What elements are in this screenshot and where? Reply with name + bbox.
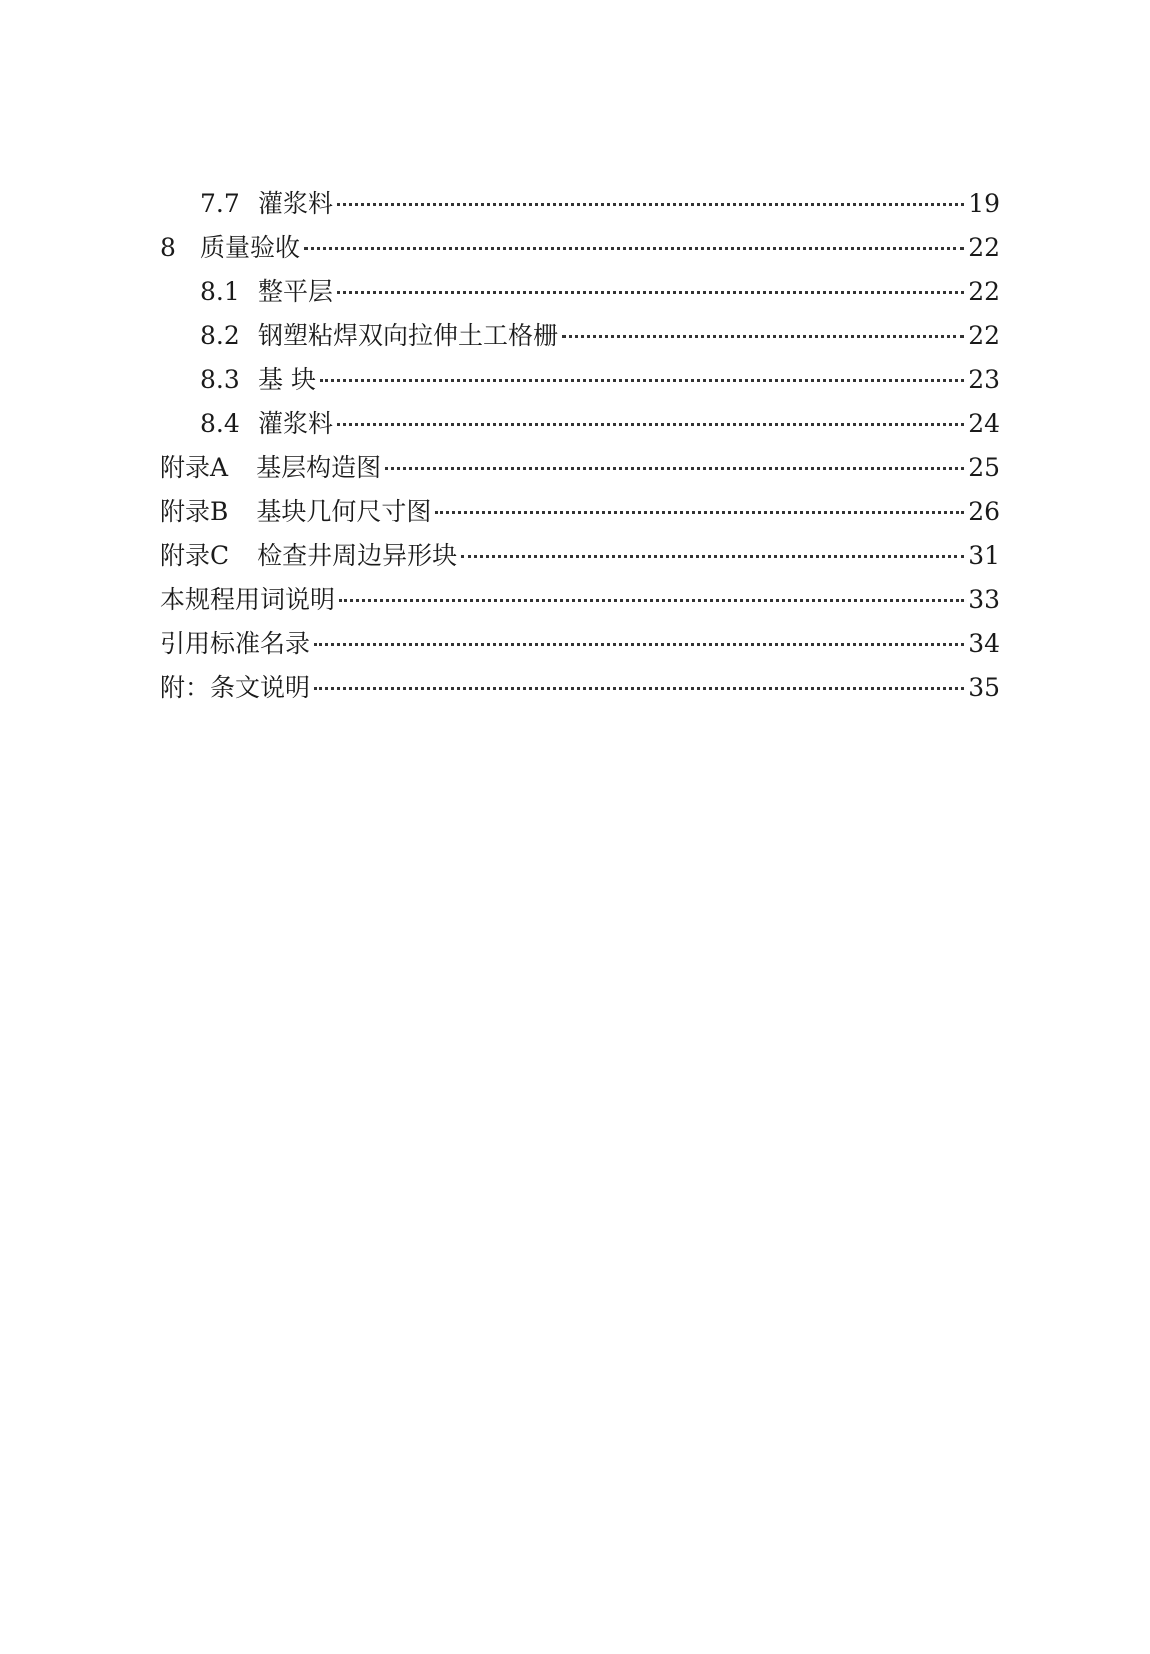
toc-dot-leader	[337, 291, 964, 294]
toc-entry-page: 19	[968, 189, 1000, 218]
toc-entry-number: 8.2	[200, 321, 240, 350]
toc-entry[interactable]	[160, 446, 1000, 490]
toc-entry-page: 22	[968, 321, 1000, 350]
toc-entry-page: 34	[968, 629, 1000, 658]
toc-entry-page: 35	[968, 673, 1000, 702]
toc-entry-title: 本规程用词说明	[160, 585, 336, 614]
toc-entry-title: 灌浆料	[258, 409, 334, 438]
toc-entry-number: 8.1	[200, 277, 240, 306]
toc-entry-number: 附录B	[160, 497, 229, 526]
toc-entry-title: 灌浆料	[258, 189, 334, 218]
toc-dot-leader	[385, 467, 964, 470]
toc-dot-leader	[339, 599, 964, 602]
toc-dot-leader	[320, 379, 964, 382]
toc-entry-page: 22	[968, 277, 1000, 306]
toc-entry-number: 8	[160, 233, 176, 262]
toc-entry-page: 22	[968, 233, 1000, 262]
toc-dot-leader	[314, 643, 964, 646]
toc-dot-leader	[435, 511, 964, 514]
toc-entry-page: 33	[968, 585, 1000, 614]
toc-entry[interactable]	[160, 578, 1000, 622]
toc-dot-leader	[562, 335, 964, 338]
toc-dot-leader	[314, 687, 964, 690]
toc-entry-title: 整平层	[258, 277, 334, 306]
toc-entry[interactable]	[160, 182, 1000, 226]
toc-entry-number: 附录A	[160, 453, 229, 482]
toc-entry[interactable]	[160, 226, 1000, 270]
toc-entry-title: 附：条文说明	[160, 673, 311, 702]
toc-entry[interactable]	[160, 490, 1000, 534]
toc-entry[interactable]	[160, 402, 1000, 446]
toc-entry-title: 检查井周边异形块	[257, 541, 458, 570]
toc-entry-title: 基块几何尺寸图	[256, 497, 432, 526]
toc-entry[interactable]	[160, 666, 1000, 710]
toc-entry[interactable]	[160, 534, 1000, 578]
toc-entry-title: 基层构造图	[256, 453, 382, 482]
toc-dot-leader	[461, 555, 964, 558]
toc-entry[interactable]	[160, 270, 1000, 314]
toc-entry-number: 8.3	[200, 365, 240, 394]
toc-entry[interactable]	[160, 622, 1000, 666]
toc-entry[interactable]	[160, 358, 1000, 402]
toc-entry-page: 31	[968, 541, 1000, 570]
toc-entry-page: 25	[968, 453, 1000, 482]
toc-entry-page: 26	[968, 497, 1000, 526]
toc-entry-title: 钢塑粘焊双向拉伸土工格栅	[258, 321, 559, 350]
table-of-contents	[160, 182, 1000, 710]
toc-entry-number: 7.7	[200, 189, 240, 218]
toc-dot-leader	[337, 203, 964, 206]
toc-entry-page: 23	[968, 365, 1000, 394]
toc-dot-leader	[304, 247, 964, 250]
toc-dot-leader	[337, 423, 964, 426]
toc-entry-number: 8.4	[200, 409, 240, 438]
toc-entry-title: 质量验收	[200, 233, 301, 262]
toc-entry-title: 基 块	[258, 365, 316, 394]
toc-entry-title: 引用标准名录	[160, 629, 311, 658]
toc-entry-number: 附录C	[160, 541, 230, 570]
toc-entry[interactable]	[160, 314, 1000, 358]
toc-entry-page: 24	[968, 409, 1000, 438]
